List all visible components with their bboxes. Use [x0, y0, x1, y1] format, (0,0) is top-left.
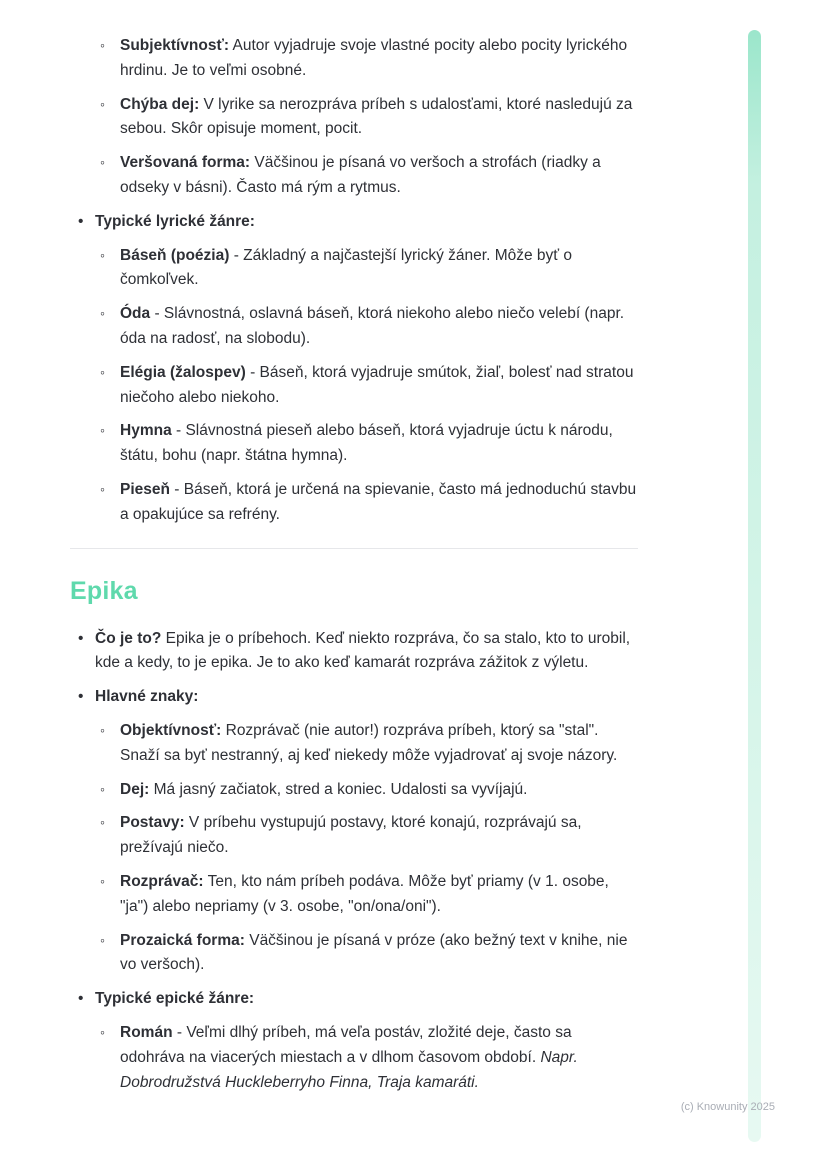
bullet-circle-icon: ◦ [100, 246, 105, 263]
section-heading-epika: Epika [70, 576, 138, 605]
list-item-term: Elégia (žalospev) [120, 363, 246, 381]
bullet-circle-icon: ◦ [100, 872, 105, 889]
list-item-text: Rozprávač: Ten, kto nám príbeh podáva. Môže byť priamy (v 1. osobe, "ja") alebo nepriamy (v 3. osobe, "on/ona/oni"). [120, 872, 609, 915]
list-item-text: Hymna - Slávnostná pieseň alebo báseň, ktorá vyjadruje úctu k národu, štátu, bohu (napr. štátna hymna). [120, 422, 613, 465]
list-item-term: Typické epické žánre: [95, 990, 255, 1008]
epic-section-list [70, 627, 638, 1096]
list-item-term: Chýba dej: [120, 95, 200, 113]
list-item [100, 478, 638, 528]
bullet-circle-icon: ◦ [100, 37, 105, 53]
list-item-text: Subjektívnosť: Autor vyjadruje svoje vlastné pocity alebo pocity lyrického hrdinu. Je to veľmi osobné. [120, 37, 628, 79]
list-item [78, 210, 638, 235]
bullet-disc-icon: • [78, 212, 84, 230]
list-item-term: Rozprávač: [120, 872, 204, 890]
list-item-term: Román [120, 1023, 173, 1041]
list-item [78, 627, 638, 677]
bullet-circle-icon: ◦ [100, 1023, 105, 1040]
list-item-text: Elégia (žalospev) - Báseň, ktorá vyjadruje smútok, žiaľ, bolesť nad stratou niečoho alebo niekoho. [120, 363, 634, 406]
list-item [78, 685, 638, 710]
list-item-term: Dej: [120, 780, 150, 798]
list-item-term: Čo je to? [95, 629, 162, 647]
list-item-term: Báseň (poézia) [120, 246, 230, 264]
list-item [100, 719, 638, 769]
bullet-circle-icon: ◦ [100, 422, 105, 439]
copyright-watermark: (c) Knowunity 2025 [680, 1101, 775, 1113]
bullet-disc-icon: • [78, 629, 84, 647]
list-item [100, 929, 638, 979]
bullet-circle-icon: ◦ [100, 931, 105, 948]
list-item [100, 151, 638, 201]
list-item [100, 93, 638, 143]
list-item-text: Objektívnosť: Rozprávač (nie autor!) rozpráva príbeh, ktorý sa "stal". Snaží sa byť nestranný, aj keď niekedy môže vyjadrovať aj svoje názory. [120, 721, 618, 764]
bullet-circle-icon: ◦ [100, 780, 105, 797]
bullet-circle-icon: ◦ [100, 154, 105, 171]
document-content [70, 34, 638, 1104]
list-item [78, 987, 638, 1012]
list-item [100, 302, 638, 352]
list-item [100, 244, 638, 294]
list-item [100, 811, 638, 861]
bullet-circle-icon: ◦ [100, 480, 105, 497]
lyric-features-and-genres-list [70, 34, 638, 528]
list-item [100, 34, 638, 84]
list-item [100, 870, 638, 920]
list-item-text [95, 210, 638, 235]
list-item-text: Prozaická forma: Väčšinou je písaná v próze (ako bežný text v knihe, nie vo veršoch). [120, 931, 628, 974]
bullet-circle-icon: ◦ [100, 721, 105, 738]
list-item-example-italic: Napr. Dobrodružstvá Huckleberryho Finna, Traja kamaráti. [120, 1048, 578, 1091]
list-item-term: Hymna [120, 422, 172, 440]
list-item-term: Objektívnosť: [120, 721, 222, 739]
bullet-disc-icon: • [78, 688, 84, 706]
list-item-text: Pieseň - Báseň, ktorá je určená na spievanie, často má jednoduchú stavbu a opakujúce sa refrény. [120, 480, 637, 523]
right-accent-bar [748, 30, 761, 1142]
list-item-term: Prozaická forma: [120, 931, 245, 949]
list-item-term: Postavy: [120, 814, 185, 832]
list-item-text: Báseň (poézia) - Základný a najčastejší lyrický žáner. Môže byť o čomkoľvek. [120, 246, 573, 289]
bullet-disc-icon: • [78, 990, 84, 1008]
list-item [100, 419, 638, 469]
list-item-term: Subjektívnosť: [120, 37, 230, 54]
list-item [100, 778, 638, 803]
bullet-circle-icon: ◦ [100, 95, 105, 112]
list-item-term: Óda [120, 305, 151, 323]
list-item-text [95, 987, 638, 1012]
list-item-term: Pieseň [120, 480, 170, 498]
list-item-text: Čo je to? Epika je o príbehoch. Keď niekto rozpráva, čo sa stalo, kto to urobil, kde a kedy, to je epika. Je to ako keď kamarát rozpráva zážitok z výletu. [95, 629, 631, 672]
list-item-text: Óda - Slávnostná, oslavná báseň, ktorá niekoho alebo niečo velebí (napr. óda na radosť, na slobodu). [120, 305, 625, 347]
list-item-text: Chýba dej: V lyrike sa nerozpráva príbeh s udalosťami, ktoré nasledujú za sebou. Skôr opisuje moment, pocit. [120, 95, 633, 138]
list-item-term: Hlavné znaky: [95, 688, 199, 706]
bullet-circle-icon: ◦ [100, 363, 105, 380]
bullet-circle-icon: ◦ [100, 814, 105, 831]
list-item-text: Veršovaná forma: Väčšinou je písaná vo veršoch a strofách (riadky a odseky v básni). Často má rým a rytmus. [120, 154, 601, 196]
list-item-text: Postavy: V príbehu vystupujú postavy, ktoré konajú, rozprávajú sa, prežívajú niečo. [120, 814, 582, 857]
list-item [100, 1021, 638, 1095]
list-item-text [95, 685, 638, 710]
bullet-circle-icon: ◦ [100, 305, 105, 322]
list-item-text: Dej: Má jasný začiatok, stred a koniec. Udalosti sa vyvíjajú. [120, 780, 528, 798]
list-item-text: Román - Veľmi dlhý príbeh, má veľa postáv, zložité deje, často sa odohráva na viacerých miestach a v dlhom časovom období. Napr. Dobrodružstvá Huckleberryho Finna, Traja kamaráti. [120, 1023, 578, 1091]
section-divider [70, 548, 638, 549]
list-item-term: Typické lyrické žánre: [95, 212, 255, 230]
list-item-term: Veršovaná forma: [120, 154, 251, 172]
list-item [100, 361, 638, 411]
